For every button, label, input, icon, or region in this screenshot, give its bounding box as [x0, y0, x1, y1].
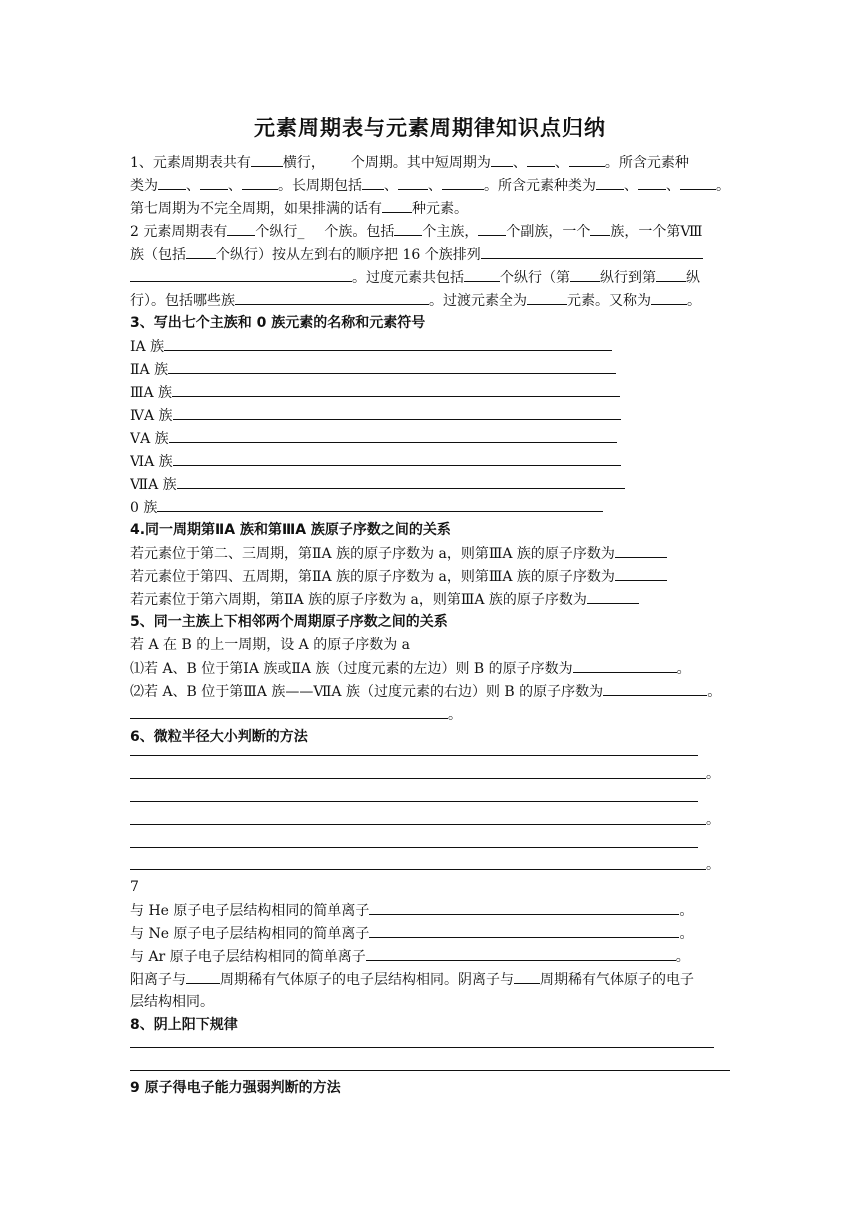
q5-text: ⑴若 A、B 位于第ⅠA 族或ⅡA 族（过度元素的左边）则 B 的原子序数为: [130, 661, 573, 677]
q7-text: 周期稀有气体原子的电子: [540, 972, 694, 988]
q4-row: [130, 588, 730, 611]
answer-blank[interactable]: [173, 404, 621, 420]
group-label: ⅢA 族: [130, 385, 173, 401]
blank[interactable]: [680, 174, 716, 190]
blank[interactable]: [442, 174, 484, 190]
group-label: 0 族: [130, 500, 158, 516]
blank[interactable]: [200, 174, 228, 190]
period: 。: [448, 707, 462, 723]
q2-text: 。过度元素共包括: [352, 270, 464, 286]
blank[interactable]: [464, 266, 500, 282]
q2-text: 个纵行（第: [500, 270, 570, 286]
q2-text: 个族。包括: [324, 224, 395, 240]
q1-line-3: [130, 197, 730, 220]
group-row: [130, 381, 730, 404]
q3-heading: 3、写出七个主族和 0 族元素的名称和元素符号: [130, 315, 426, 331]
blank[interactable]: [478, 220, 506, 236]
q5-row: [130, 657, 730, 680]
period: 。: [675, 949, 690, 965]
group-label: ⅠA 族: [130, 339, 165, 355]
q1-text: 。所含元素种: [604, 155, 689, 171]
q8-heading: 8、阴上阳下规律: [130, 1017, 238, 1033]
separator: 、: [228, 178, 242, 194]
page-title: 元素周期表与元素周期律知识点归纳: [254, 115, 606, 140]
separator: 、: [666, 178, 680, 194]
q2-text: 。: [687, 293, 701, 309]
answer-blank[interactable]: [603, 680, 707, 696]
q1-text: 。: [716, 178, 730, 194]
blank[interactable]: [235, 289, 429, 305]
q2-text: 个纵行）按从左到右的顺序把 16 个族排列: [216, 247, 481, 263]
q4-heading: 4.同一周期第ⅡA 族和第ⅢA 族原子序数之间的关系: [130, 522, 451, 538]
blank[interactable]: [158, 174, 186, 190]
q1-text: 第七周期为不完全周期，如果排满的话有: [130, 201, 382, 217]
group-row: [130, 335, 730, 358]
answer-blank[interactable]: [177, 473, 625, 489]
answer-blank[interactable]: [169, 427, 617, 443]
group-row: [130, 450, 730, 473]
separator: 、: [554, 155, 569, 171]
q1-text: 个周期。其中短周期为: [350, 155, 491, 171]
group-row: [130, 473, 730, 496]
q5-heading: 5、同一主族上下相邻两个周期原子序数之间的关系: [130, 614, 448, 630]
q2-text: 族，一个第Ⅷ: [610, 224, 703, 240]
q4-text: 若元素位于第二、三周期，第ⅡA 族的原子序数为 a，则第ⅢA 族的原子序数为: [130, 546, 615, 562]
answer-line[interactable]: [130, 847, 698, 848]
q7-text: 与 Ne 原子电子层结构相同的简单离子: [130, 926, 370, 942]
period: 。: [706, 812, 720, 828]
q4-row: [130, 542, 730, 565]
answer-line[interactable]: [130, 1047, 714, 1048]
blank[interactable]: [590, 220, 610, 236]
q7-row: [130, 922, 730, 945]
q4-text: 若元素位于第六周期，第ⅡA 族的原子序数为 a，则第ⅢA 族的原子序数为: [130, 592, 587, 608]
period: 。: [707, 684, 722, 700]
q2-text: 个副族，一个: [506, 224, 591, 240]
period: 。: [679, 926, 694, 942]
answer-blank[interactable]: [157, 496, 603, 512]
answer-blank[interactable]: [173, 450, 621, 466]
answer-blank[interactable]: [172, 381, 620, 397]
blank[interactable]: [481, 243, 703, 259]
answer-blank[interactable]: [615, 565, 667, 581]
blank[interactable]: [491, 151, 513, 167]
separator: 、: [428, 178, 442, 194]
answer-line[interactable]: [130, 778, 706, 779]
blank[interactable]: [251, 151, 283, 167]
answer-blank[interactable]: [573, 657, 677, 673]
q1-text: 1、元素周期表共有: [130, 155, 251, 171]
separator: 、: [384, 178, 398, 194]
q7-text: 层结构相同。: [130, 994, 214, 1010]
q2-line-4: [130, 289, 730, 312]
q7-row: [130, 899, 730, 922]
q2-text: 个主族，: [422, 224, 479, 240]
q9-heading: 9 原子得电子能力强弱判断的方法: [130, 1080, 341, 1096]
blank[interactable]: [130, 266, 352, 282]
q7-text: 与 He 原子电子层结构相同的简单离子: [130, 903, 370, 919]
q2-line-1: [130, 220, 730, 243]
group-label: ⅡA 族: [130, 362, 169, 378]
q2-text: 纵: [686, 270, 700, 286]
q4-row: [130, 565, 730, 588]
blank[interactable]: [569, 151, 605, 167]
answer-blank[interactable]: [168, 358, 616, 374]
group-row: [130, 496, 730, 519]
answer-blank[interactable]: [366, 945, 676, 961]
q7-text: 与 Ar 原子电子层结构相同的简单离子: [130, 949, 366, 965]
q1-line-2: [130, 174, 730, 197]
answer-blank[interactable]: [369, 922, 679, 938]
answer-line[interactable]: [130, 801, 698, 802]
answer-blank[interactable]: [130, 703, 448, 719]
separator: 、: [512, 155, 527, 171]
group-row: [130, 404, 730, 427]
answer-line[interactable]: [130, 869, 706, 870]
separator: 、: [186, 178, 200, 194]
blank[interactable]: [398, 174, 428, 190]
blank[interactable]: [186, 243, 216, 259]
q1-text: 种元素。: [412, 201, 468, 217]
q7-number: 7: [130, 879, 139, 895]
group-label: ⅤA 族: [130, 431, 169, 447]
blank[interactable]: [570, 266, 600, 282]
q5-text: 若 A 在 B 的上一周期，设 A 的原子序数为 a: [130, 637, 411, 653]
q5-text: ⑵若 A、B 位于第ⅢA 族——ⅦA 族（过度元素的右边）则 B 的原子序数为: [130, 684, 604, 700]
blank[interactable]: [527, 151, 555, 167]
answer-blank[interactable]: [369, 899, 679, 915]
blank[interactable]: [394, 220, 422, 236]
q2-text: 。过渡元素全为: [429, 293, 527, 309]
answer-line[interactable]: [130, 1070, 730, 1071]
blank[interactable]: [514, 968, 540, 984]
blank[interactable]: [382, 197, 412, 213]
blank[interactable]: [227, 220, 255, 236]
answer-blank[interactable]: [587, 588, 639, 604]
blank[interactable]: [186, 968, 220, 984]
q2-text: 族（包括: [130, 247, 186, 263]
q7-text: 周期稀有气体原子的电子层结构相同。阴离子与: [220, 972, 514, 988]
q1-line-1: [130, 151, 730, 174]
group-row: [130, 427, 730, 450]
group-label: ⅦA 族: [130, 477, 177, 493]
blank[interactable]: [596, 174, 624, 190]
answer-blank[interactable]: [164, 335, 612, 351]
q2-text: 纵行到第: [600, 270, 656, 286]
group-label: ⅥA 族: [130, 454, 173, 470]
group-label: ⅣA 族: [130, 408, 173, 424]
q2-text: 2 元素周期表有: [130, 224, 228, 240]
answer-blank[interactable]: [615, 542, 667, 558]
q2-text: 行）。包括哪些族: [130, 293, 235, 309]
blank[interactable]: [638, 174, 666, 190]
q1-text: 类为: [130, 178, 158, 194]
period: 。: [676, 661, 691, 677]
q7-row: [130, 968, 730, 991]
blank[interactable]: [527, 289, 567, 305]
blank[interactable]: [362, 174, 384, 190]
q1-text: 。所含元素种类为: [484, 178, 596, 194]
q2-text: 个纵行: [255, 224, 298, 240]
period: 。: [679, 903, 694, 919]
q7-text: 阳离子与: [130, 972, 186, 988]
period: 。: [706, 857, 720, 873]
q1-text: 。长周期包括: [278, 178, 362, 194]
blank-mark: _: [297, 224, 305, 240]
q2-line-3: [130, 266, 730, 289]
q5-row: [130, 680, 730, 703]
q7-row: [130, 945, 730, 968]
period: 。: [706, 766, 720, 782]
q4-text: 若元素位于第四、五周期，第ⅡA 族的原子序数为 a，则第ⅢA 族的原子序数为: [130, 569, 615, 585]
blank[interactable]: [242, 174, 278, 190]
q1-text: 横行，: [282, 155, 325, 171]
q2-text: 元素。又称为: [567, 293, 651, 309]
q5-row: [130, 703, 730, 726]
blank[interactable]: [656, 266, 686, 282]
answer-line[interactable]: [130, 824, 706, 825]
group-row: [130, 358, 730, 381]
answer-line[interactable]: [130, 755, 698, 756]
q2-line-2: [130, 243, 730, 266]
blank[interactable]: [651, 289, 687, 305]
separator: 、: [624, 178, 638, 194]
q6-heading: 6、微粒半径大小判断的方法: [130, 729, 308, 745]
